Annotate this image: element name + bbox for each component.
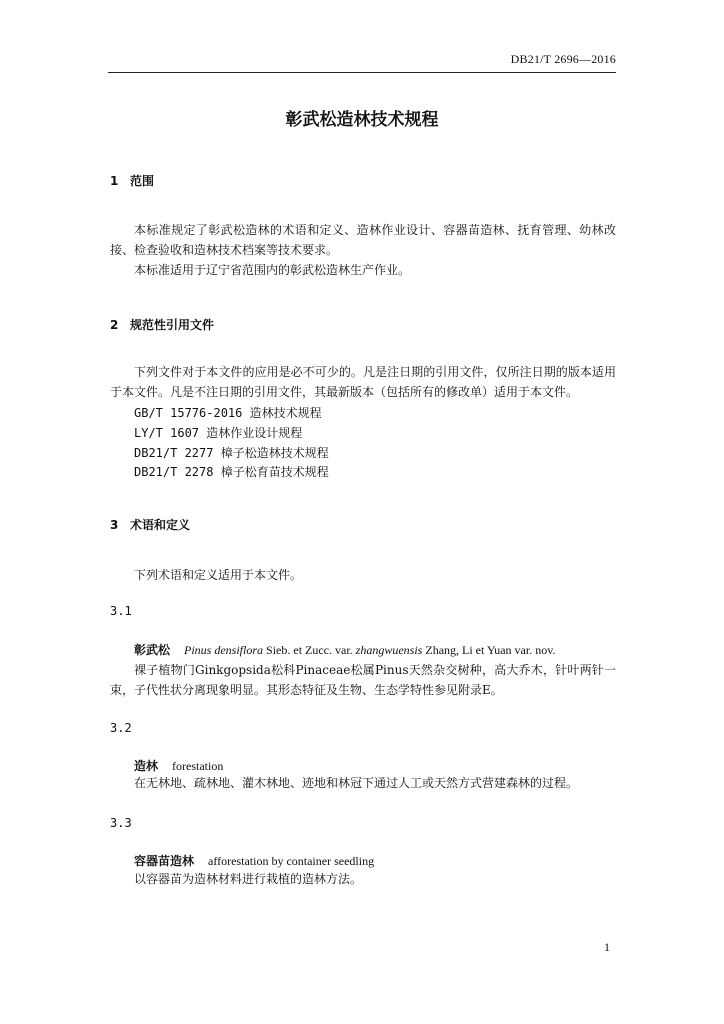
- section-2-heading: [110, 316, 214, 333]
- term-3-2-definition: 在无林地、疏林地、灌木林地、迹地和林冠下通过人工或天然方式营建森林的过程。: [134, 776, 579, 790]
- term-3-1-chinese: 彰武松: [134, 643, 171, 657]
- term-3-3-heading: [134, 852, 374, 869]
- section-1-paragraph-2: 本标准适用于辽宁省范围内的彰武松造林生产作业。: [134, 263, 411, 277]
- term-3-2-english: forestation: [172, 759, 224, 773]
- section-1-heading: [110, 172, 154, 189]
- term-3-1-heading: [134, 641, 555, 658]
- header-rule: [108, 72, 616, 73]
- reference-item: GB/T 15776-2016 造林技术规程: [134, 406, 322, 420]
- section-3-title: 术语和定义: [130, 518, 191, 532]
- reference-item: DB21/T 2277 樟子松造林技术规程: [134, 446, 329, 460]
- term-3-3-definition: 以容器苗为造林材料进行栽植的造林方法。: [134, 872, 363, 886]
- reference-item: DB21/T 2278 樟子松育苗技术规程: [134, 465, 329, 479]
- term-3-1-latin-genus: Pinus densiflora: [184, 643, 264, 657]
- term-3-1-number: 3.1: [110, 604, 132, 618]
- term-3-1-latin-variety: zhangwuensis: [355, 643, 423, 657]
- term-3-2-chinese: 造林: [134, 759, 159, 773]
- term-3-3-chinese: 容器苗造林: [134, 854, 195, 868]
- section-3-intro: 下列术语和定义适用于本文件。: [134, 568, 303, 582]
- section-1-number: 1: [110, 174, 119, 188]
- term-3-2-heading: [134, 757, 223, 774]
- standard-code: DB21/T 2696—2016: [510, 52, 616, 66]
- term-3-3-english: afforestation by container seedling: [208, 854, 375, 868]
- term-3-1-authority-1: Sieb. et Zucc. var.: [263, 643, 356, 657]
- term-3-3-number: 3.3: [110, 816, 132, 830]
- section-3-number: 3: [110, 518, 119, 532]
- section-2-title: 规范性引用文件: [130, 318, 215, 332]
- term-3-2-number: 3.2: [110, 721, 132, 735]
- reference-item: LY/T 1607 造林作业设计规程: [134, 426, 303, 440]
- section-2-number: 2: [110, 318, 119, 332]
- page-number: 1: [604, 940, 610, 954]
- section-2-paragraph-1: 下列文件对于本文件的应用是必不可少的。凡是注日期的引用文件，仅所注日期的版本适用于本文件。凡是不注日期的引用文件，其最新版本（包括所有的修改单）适用于本文件。: [110, 365, 616, 399]
- section-1-paragraph-1: 本标准规定了彰武松造林的术语和定义、造林作业设计、容器苗造林、抚育管理、幼林改接、检查验收和造林技术档案等技术要求。: [110, 223, 616, 257]
- document-title: 彰武松造林技术规程: [285, 110, 439, 130]
- term-3-1-authority-2: Zhang, Li et Yuan var. nov.: [422, 643, 556, 657]
- section-1-title: 范围: [130, 174, 155, 188]
- section-3-heading: [110, 516, 190, 533]
- term-3-1-definition: 裸子植物门Ginkgopsida松科Pinaceae松属Pinus天然杂交树种，高大乔木，针叶两针一束，子代性状分离现象明显。其形态特征及生物、生态学特性参见附录E。: [110, 663, 616, 697]
